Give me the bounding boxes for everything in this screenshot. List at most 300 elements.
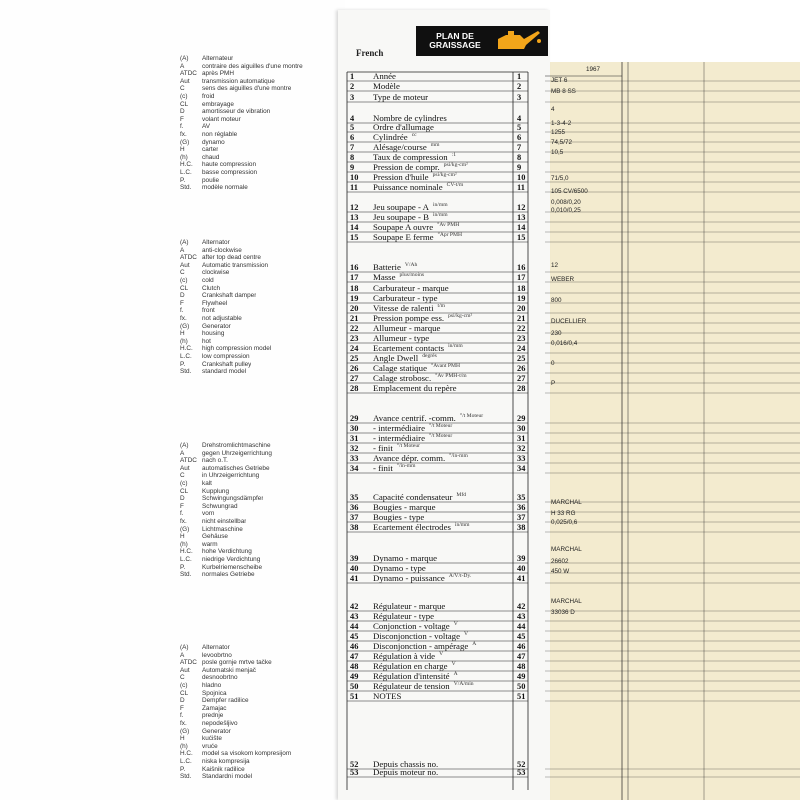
row-label xyxy=(373,621,458,631)
row-label xyxy=(373,573,471,583)
legend-abbrev: f. xyxy=(180,712,184,720)
row-number-right: 10 xyxy=(517,173,526,182)
legend-abbrev: H.C. xyxy=(180,548,193,556)
row-number-right: 19 xyxy=(517,294,526,303)
legend-text: chaud xyxy=(202,153,220,161)
row-label-text: Modèle xyxy=(373,81,400,91)
legend-text: Drehstromlichtmaschine xyxy=(202,442,271,449)
legend-text: Zamajac xyxy=(202,704,227,712)
value-entry: MB 8 SS xyxy=(551,88,576,95)
legend-text: Clutch xyxy=(202,284,221,292)
legend-text: hot xyxy=(202,337,211,345)
legend-abbrev: (h) xyxy=(180,540,188,548)
legend-abbrev: A xyxy=(180,449,185,457)
row-number-right: 48 xyxy=(517,662,526,671)
legend-text: kalt xyxy=(202,479,212,487)
row-label-text: Calage strobosc. xyxy=(373,373,432,383)
row-number-right: 2 xyxy=(517,82,522,91)
row-number: 16 xyxy=(350,263,359,272)
row-unit: A xyxy=(472,641,477,647)
row-number-right: 15 xyxy=(517,233,526,242)
row-number-right: 21 xyxy=(517,314,526,323)
row-label-text: Régulation d'intensité xyxy=(373,671,450,681)
row-number: 6 xyxy=(350,133,355,142)
row-unit: A xyxy=(453,671,458,677)
row-label xyxy=(373,212,448,222)
row-label xyxy=(373,553,437,563)
row-label-text: Avance dépr. comm. xyxy=(373,453,446,463)
row-label-text: - intermédiaire xyxy=(373,433,426,443)
row-number-right: 41 xyxy=(517,574,526,583)
row-label xyxy=(373,132,417,142)
row-number: 44 xyxy=(350,622,359,631)
row-number-right: 30 xyxy=(517,424,526,433)
row-number: 23 xyxy=(350,334,359,343)
value-entry: 26602 xyxy=(551,558,569,565)
legend-abbrev: CL xyxy=(180,487,189,495)
row-label xyxy=(373,563,426,573)
legend-text: contraire des aiguilles d'une montre xyxy=(202,62,303,70)
row-number-right: 27 xyxy=(517,374,526,383)
row-unit: CV-t/m xyxy=(446,182,464,188)
legend-text: vruće xyxy=(202,742,218,750)
row-label-text: Depuis chassis no. xyxy=(373,759,439,769)
legend-abbrev: H xyxy=(180,735,185,743)
row-number-right: 1 xyxy=(517,72,522,81)
legend-text: Alternator xyxy=(202,644,230,651)
row-label xyxy=(373,303,445,313)
row-number-right: 25 xyxy=(517,354,526,363)
row-number-right: 31 xyxy=(517,434,526,443)
row-label-text: Régulateur - marque xyxy=(373,601,446,611)
value-entry: 0,010/0,25 xyxy=(551,207,581,214)
row-unit: Mfd xyxy=(456,492,467,498)
row-number: 18 xyxy=(350,284,359,293)
row-number: 43 xyxy=(350,612,359,621)
legend-text: after top dead centre xyxy=(202,254,261,262)
legend-abbrev: A xyxy=(180,62,185,70)
value-entry: 12 xyxy=(551,262,559,269)
row-number: 47 xyxy=(350,652,359,661)
row-number-right: 16 xyxy=(517,263,526,272)
legend-abbrev: C xyxy=(180,674,185,682)
legend-abbrev: Aut xyxy=(180,666,190,674)
row-label-text: Jeu soupape - B xyxy=(373,212,429,222)
legend-abbrev: fx. xyxy=(180,314,187,322)
row-label xyxy=(373,433,452,443)
row-unit: psi/kg-cm² xyxy=(443,162,468,168)
row-unit: t/m xyxy=(437,303,446,309)
row-number: 40 xyxy=(350,564,359,573)
legend-text: Lichtmaschine xyxy=(202,525,243,533)
row-label-text: Régulation à vide xyxy=(373,651,436,661)
row-label xyxy=(373,142,439,152)
row-label xyxy=(373,611,434,621)
row-label-text: Dynamo - type xyxy=(373,563,426,573)
row-label xyxy=(373,172,457,182)
legend-abbrev: f. xyxy=(180,307,184,315)
row-number: 7 xyxy=(350,143,355,152)
row-label xyxy=(373,92,428,102)
value-entry: 105 CV/6500 xyxy=(551,188,588,195)
row-number-right: 43 xyxy=(517,612,526,621)
row-label-text: Pression pompe ess. xyxy=(373,313,445,323)
row-number: 22 xyxy=(350,324,359,333)
legend-text: poulie xyxy=(202,176,220,184)
legend-text: housing xyxy=(202,330,225,338)
row-number-right: 50 xyxy=(517,682,526,691)
value-entry: WEBER xyxy=(551,276,575,283)
row-number: 26 xyxy=(350,364,359,373)
legend-text: front xyxy=(202,307,215,315)
row-number: 12 xyxy=(350,203,359,212)
legend-text: desnoobrtno xyxy=(202,674,238,682)
row-label-text: Soupape A ouvre xyxy=(373,222,434,232)
row-number: 48 xyxy=(350,662,359,671)
row-label-text: Emplacement du repère xyxy=(373,383,457,393)
row-label xyxy=(373,122,434,132)
row-number-right: 52 xyxy=(517,760,526,769)
row-number: 5 xyxy=(350,123,355,132)
legend-abbrev: CL xyxy=(180,689,189,697)
row-unit: V xyxy=(439,651,444,657)
row-number: 13 xyxy=(350,213,359,222)
legend-text: Automatic transmission xyxy=(202,261,269,269)
legend-text: Kaišnik radilice xyxy=(202,765,245,773)
value-entry: DUCELLIER xyxy=(551,318,587,325)
row-label-text: Calage statique xyxy=(373,363,427,373)
legend-abbrev: Std. xyxy=(180,571,192,579)
legend-text: haute compression xyxy=(202,161,256,169)
legend-text: froid xyxy=(202,92,215,100)
row-number: 19 xyxy=(350,294,359,303)
legend-text: Flywheel xyxy=(202,299,228,307)
row-label xyxy=(373,283,449,293)
legend-abbrev: (G) xyxy=(180,525,190,533)
row-unit: in/mm xyxy=(432,202,448,208)
row-number-right: 49 xyxy=(517,672,526,681)
row-label xyxy=(373,671,458,681)
row-label-text: Carburateur - type xyxy=(373,293,438,303)
value-entry: 230 xyxy=(551,330,562,337)
legend-abbrev: D xyxy=(180,495,185,503)
row-label-text: Capacité condensateur xyxy=(373,492,453,502)
row-label-text: Depuis moteur no. xyxy=(373,767,439,777)
row-label-text: Puissance nominale xyxy=(373,182,443,192)
row-label-text: Régulateur - type xyxy=(373,611,435,621)
row-label-text: Bougies - marque xyxy=(373,502,436,512)
legend-abbrev: (c) xyxy=(180,681,188,689)
legend-abbrev: (A) xyxy=(180,644,189,651)
legend-abbrev: L.C. xyxy=(180,168,192,176)
legend-text: Alternator xyxy=(202,239,230,246)
value-entry: P xyxy=(551,380,556,387)
row-unit: plus/moins xyxy=(399,272,425,278)
row-number-right: 4 xyxy=(517,114,522,123)
legend-text: in Uhrzeigerrichtung xyxy=(202,472,260,480)
row-number-right: 20 xyxy=(517,304,526,313)
legend-abbrev: fx. xyxy=(180,719,187,727)
row-number-right: 8 xyxy=(517,153,522,162)
legend-text: vorn xyxy=(202,510,215,518)
row-number: 51 xyxy=(350,692,359,701)
row-label-text: Alésage/course xyxy=(373,142,427,152)
row-number-right: 29 xyxy=(517,414,526,423)
legend-abbrev: C xyxy=(180,85,185,93)
row-number-right: 32 xyxy=(517,444,526,453)
row-label-text: Carburateur - marque xyxy=(373,283,449,293)
row-label xyxy=(373,353,437,363)
legend-text: nepodešljivo xyxy=(202,719,238,727)
legend-text: Schwungrad xyxy=(202,502,238,510)
row-label-text: NOTES xyxy=(373,691,402,701)
row-number: 42 xyxy=(350,602,359,611)
row-number: 37 xyxy=(350,513,359,522)
legend-abbrev: (G) xyxy=(180,727,190,735)
row-number: 24 xyxy=(350,344,359,353)
row-label-text: Ecartement électrodes xyxy=(373,522,451,532)
row-number-right: 9 xyxy=(517,163,522,172)
legend-text: AV xyxy=(202,123,211,131)
legend-abbrev: fx. xyxy=(180,517,187,525)
legend-text: non réglable xyxy=(202,130,238,138)
row-label-text: Soupape E ferme xyxy=(373,232,434,242)
logo-text: PLAN DE GRAISSAGE xyxy=(429,30,481,50)
row-number-right: 45 xyxy=(517,632,526,641)
row-number: 25 xyxy=(350,354,359,363)
row-label-text: Vitesse de ralenti xyxy=(373,303,434,313)
row-label-text: Angle Dwell xyxy=(373,353,419,363)
row-label xyxy=(373,313,472,323)
row-number: 50 xyxy=(350,682,359,691)
legend-text: posle gornje mrtve tačke xyxy=(202,659,272,667)
value-entry: 33036 D xyxy=(551,609,575,616)
value-entry: H 33 RG xyxy=(551,510,576,517)
legend-abbrev: Aut xyxy=(180,77,190,85)
legend-abbrev: Std. xyxy=(180,184,192,192)
row-number: 45 xyxy=(350,632,359,641)
legend-text: Generator xyxy=(202,322,231,330)
legend-abbrev: Aut xyxy=(180,464,190,472)
row-label-text: Type de moteur xyxy=(373,92,429,102)
row-label-text: Régulateur de tension xyxy=(373,681,450,691)
row-unit: in/mm xyxy=(432,212,448,218)
legend-text: standard model xyxy=(202,368,247,376)
legend-abbrev: (c) xyxy=(180,92,188,100)
legend-abbrev: D xyxy=(180,108,185,116)
legend-text: high compression model xyxy=(202,345,272,353)
legend-text: sens des aiguilles d'une montre xyxy=(202,85,292,93)
row-label-text: - finit xyxy=(373,463,393,473)
legend-text: niedrige Verdichtung xyxy=(202,555,261,563)
row-label xyxy=(373,512,424,522)
row-label xyxy=(373,232,462,242)
row-label xyxy=(373,651,443,661)
legend-text: hohe Verdichtung xyxy=(202,548,252,556)
row-label-text: Allumeur - type xyxy=(373,333,430,343)
value-entry: 71/5,0 xyxy=(551,175,569,182)
row-number: 3 xyxy=(350,93,355,102)
row-number-right: 13 xyxy=(517,213,526,222)
row-label xyxy=(373,691,401,701)
legend-abbrev: (G) xyxy=(180,322,190,330)
row-number: 39 xyxy=(350,554,359,563)
row-number: 52 xyxy=(350,760,359,769)
row-number: 15 xyxy=(350,233,359,242)
legend-text: volant moteur xyxy=(202,115,241,123)
row-label-text: Dynamo - puissance xyxy=(373,573,445,583)
row-number: 17 xyxy=(350,273,359,282)
legend-abbrev: F xyxy=(180,299,184,307)
row-number: 41 xyxy=(350,574,359,583)
legend-abbrev: (h) xyxy=(180,337,188,345)
row-number: 9 xyxy=(350,163,355,172)
legend-text: embrayage xyxy=(202,100,234,108)
legend-abbrev: CL xyxy=(180,284,189,292)
row-label xyxy=(373,81,400,91)
row-unit: degrés xyxy=(422,353,437,359)
row-number: 31 xyxy=(350,434,359,443)
row-unit: °Apr PMH xyxy=(437,232,463,238)
value-entry: 1-3-4-2 xyxy=(551,120,572,127)
legend-abbrev: ATDC xyxy=(180,70,197,78)
value-entry: 0 xyxy=(551,360,555,367)
row-label xyxy=(373,262,417,272)
row-unit: °Av PMH xyxy=(437,222,460,228)
legend-text: transmission automatique xyxy=(202,77,275,85)
row-number: 8 xyxy=(350,153,355,162)
legend-text: carter xyxy=(202,146,219,154)
row-unit: A/V/t-Dy. xyxy=(448,573,472,579)
row-label xyxy=(373,522,470,532)
legend-abbrev: (h) xyxy=(180,742,188,750)
row-label-text: Pression de compr. xyxy=(373,162,440,172)
legend-abbrev: ATDC xyxy=(180,659,197,667)
legend-abbrev: ATDC xyxy=(180,457,197,465)
legend-abbrev: H.C. xyxy=(180,161,193,169)
legend-abbrev: H xyxy=(180,533,185,541)
row-label-text: Jeu soupape - A xyxy=(373,202,429,212)
row-unit: in/mm xyxy=(454,522,470,528)
legend-text: nicht einstellbar xyxy=(202,517,247,525)
legend-abbrev: (c) xyxy=(180,479,188,487)
row-number: 29 xyxy=(350,414,359,423)
legend-text: basse compression xyxy=(202,168,258,176)
row-unit: psi/kg-cm² xyxy=(448,313,473,319)
row-label-text: Bougies - type xyxy=(373,512,425,522)
row-label xyxy=(373,502,436,512)
legend-abbrev: fx. xyxy=(180,130,187,138)
row-label-text: Cylindrée xyxy=(373,132,408,142)
row-unit: V xyxy=(451,661,456,667)
row-unit: V xyxy=(463,631,469,637)
legend-abbrev: F xyxy=(180,704,184,712)
row-label-text: Taux de compression xyxy=(373,152,448,162)
legend-text: low compression xyxy=(202,352,250,360)
legend-text: normales Getriebe xyxy=(202,571,255,579)
row-number-right: 38 xyxy=(517,523,526,532)
legend-abbrev: CL xyxy=(180,100,189,108)
row-label xyxy=(373,492,466,502)
legend-text: levoobrtno xyxy=(202,651,232,659)
legend-abbrev: (A) xyxy=(180,442,189,449)
row-label xyxy=(373,202,448,212)
legend-abbrev: H xyxy=(180,146,185,154)
legend-abbrev: L.C. xyxy=(180,555,192,563)
legend-text: après PMH xyxy=(202,70,234,78)
row-number-right: 35 xyxy=(517,493,526,502)
row-label-text: Dynamo - marque xyxy=(373,553,438,563)
row-label xyxy=(373,631,468,641)
value-entry: 0,025/0,6 xyxy=(551,519,578,526)
legend-abbrev: (A) xyxy=(180,55,189,62)
legend-text: Generator xyxy=(202,727,231,735)
language-label: French xyxy=(356,48,384,58)
legend-abbrev: Std. xyxy=(180,773,192,781)
row-number-right: 5 xyxy=(517,123,522,132)
row-label xyxy=(373,333,429,343)
value-entry: 10,5 xyxy=(551,149,564,156)
row-number: 28 xyxy=(350,384,359,393)
legend-abbrev: P. xyxy=(180,360,186,368)
value-entry: MARCHAL xyxy=(551,499,582,506)
row-number-right: 26 xyxy=(517,364,526,373)
legend-abbrev: F xyxy=(180,502,184,510)
legend-text: model sa visokom kompresijom xyxy=(202,750,292,758)
row-number: 14 xyxy=(350,223,359,232)
legend-text: gegen Uhrzeigerrichtung xyxy=(202,449,272,457)
row-unit: psi/kg-cm² xyxy=(432,172,457,178)
row-number-right: 24 xyxy=(517,344,526,353)
row-number-right: 42 xyxy=(517,602,526,611)
row-number-right: 53 xyxy=(517,768,526,777)
row-number: 11 xyxy=(350,183,358,192)
legend-abbrev: D xyxy=(180,697,185,705)
legend-text: Alternateur xyxy=(202,55,234,62)
value-entry: 800 xyxy=(551,297,562,304)
row-number-right: 22 xyxy=(517,324,526,333)
legend-text: Gehäuse xyxy=(202,533,228,541)
row-unit: :1 xyxy=(451,152,456,158)
legend-abbrev: f. xyxy=(180,123,184,131)
row-number-right: 23 xyxy=(517,334,526,343)
legend-text: Standardni model xyxy=(202,773,253,781)
row-number-right: 40 xyxy=(517,564,526,573)
row-label-text: Avance centrif. -comm. xyxy=(373,413,456,423)
row-label xyxy=(373,162,468,172)
row-number: 46 xyxy=(350,642,359,651)
row-unit: °/t Moteur xyxy=(429,433,453,439)
row-number: 2 xyxy=(350,82,355,91)
row-number-right: 11 xyxy=(517,183,525,192)
value-entry: 0,008/0,20 xyxy=(551,199,581,206)
value-entry: JET 6 xyxy=(551,77,568,84)
row-label xyxy=(373,463,416,473)
legend-abbrev: Aut xyxy=(180,261,190,269)
row-unit: V xyxy=(453,621,458,627)
row-number: 35 xyxy=(350,493,359,502)
row-unit: mm xyxy=(430,142,440,148)
legend-abbrev: C xyxy=(180,472,185,480)
row-number-right: 37 xyxy=(517,513,526,522)
legend-abbrev: Std. xyxy=(180,368,192,376)
row-label-text: Régulation en charge xyxy=(373,661,448,671)
value-entry: 450 W xyxy=(551,568,570,575)
row-number-right: 6 xyxy=(517,133,522,142)
legend-abbrev: A xyxy=(180,651,185,659)
row-label xyxy=(373,767,438,777)
row-label xyxy=(373,272,424,282)
